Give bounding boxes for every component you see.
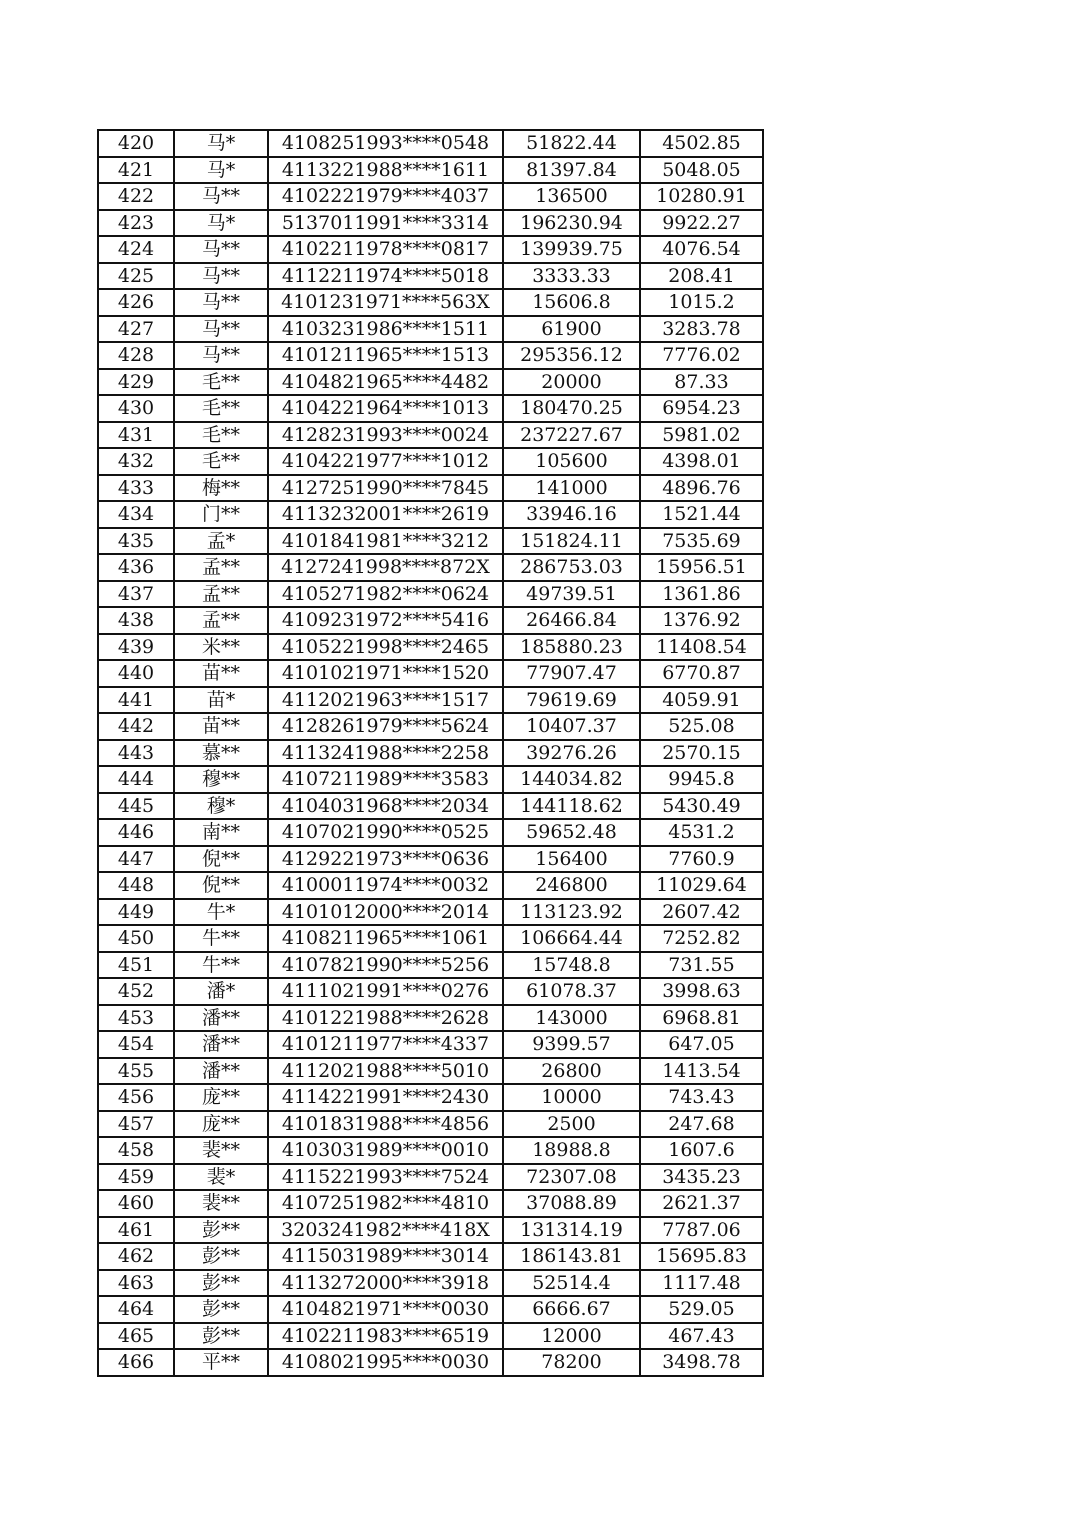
row-number-cell: 442 [98,713,174,740]
table-row [98,660,763,687]
table-row [98,607,763,634]
id-number-cell: 4103031989****0010 [268,1137,503,1164]
name-cell: 南** [174,819,268,846]
value-cell: 1413.54 [640,1058,763,1085]
table-row [98,1296,763,1323]
amount-cell: 295356.12 [503,342,640,369]
id-number-cell: 4101012000****2014 [268,899,503,926]
table-row [98,899,763,926]
id-number-cell: 4127241998****872X [268,554,503,581]
table-row [98,793,763,820]
row-number-cell: 454 [98,1031,174,1058]
value-cell: 6968.81 [640,1005,763,1032]
id-number-cell: 4104821965****4482 [268,369,503,396]
name-cell: 马** [174,316,268,343]
row-number-cell: 424 [98,236,174,263]
row-number-cell: 429 [98,369,174,396]
row-number-cell: 461 [98,1217,174,1244]
table-row [98,1217,763,1244]
amount-cell: 37088.89 [503,1190,640,1217]
amount-cell: 141000 [503,475,640,502]
table-row [98,846,763,873]
value-cell: 2621.37 [640,1190,763,1217]
table-row [98,289,763,316]
name-cell: 庞** [174,1111,268,1138]
table-row [98,263,763,290]
id-number-cell: 4104221977****1012 [268,448,503,475]
table-row [98,1005,763,1032]
value-cell: 11408.54 [640,634,763,661]
table-row [98,210,763,237]
value-cell: 247.68 [640,1111,763,1138]
table-row [98,316,763,343]
amount-cell: 6666.67 [503,1296,640,1323]
value-cell: 7252.82 [640,925,763,952]
table-row [98,581,763,608]
name-cell: 裴* [174,1164,268,1191]
amount-cell: 151824.11 [503,528,640,555]
id-number-cell: 4127251990****7845 [268,475,503,502]
name-cell: 马** [174,183,268,210]
value-cell: 9922.27 [640,210,763,237]
name-cell: 孟** [174,581,268,608]
name-cell: 潘** [174,1058,268,1085]
table-row [98,1031,763,1058]
row-number-cell: 421 [98,157,174,184]
id-number-cell: 3203241982****418X [268,1217,503,1244]
name-cell: 门** [174,501,268,528]
name-cell: 潘** [174,1005,268,1032]
table-row [98,1270,763,1297]
id-number-cell: 4104221964****1013 [268,395,503,422]
row-number-cell: 464 [98,1296,174,1323]
amount-cell: 79619.69 [503,687,640,714]
amount-cell: 10407.37 [503,713,640,740]
table-row [98,183,763,210]
id-number-cell: 4128261979****5624 [268,713,503,740]
value-cell: 7535.69 [640,528,763,555]
name-cell: 马* [174,210,268,237]
name-cell: 孟** [174,607,268,634]
table-row [98,819,763,846]
row-number-cell: 452 [98,978,174,1005]
amount-cell: 78200 [503,1349,640,1376]
amount-cell: 136500 [503,183,640,210]
row-number-cell: 446 [98,819,174,846]
row-number-cell: 459 [98,1164,174,1191]
value-cell: 9945.8 [640,766,763,793]
value-cell: 5981.02 [640,422,763,449]
row-number-cell: 465 [98,1323,174,1350]
row-number-cell: 466 [98,1349,174,1376]
amount-cell: 81397.84 [503,157,640,184]
table-row [98,1084,763,1111]
row-number-cell: 462 [98,1243,174,1270]
row-number-cell: 458 [98,1137,174,1164]
amount-cell: 139939.75 [503,236,640,263]
table-row [98,740,763,767]
name-cell: 马** [174,236,268,263]
name-cell: 苗** [174,713,268,740]
row-number-cell: 428 [98,342,174,369]
row-number-cell: 447 [98,846,174,873]
data-table-container [97,129,764,1377]
amount-cell: 131314.19 [503,1217,640,1244]
name-cell: 彭** [174,1270,268,1297]
name-cell: 裴** [174,1137,268,1164]
value-cell: 1361.86 [640,581,763,608]
value-cell: 6770.87 [640,660,763,687]
row-number-cell: 436 [98,554,174,581]
row-number-cell: 448 [98,872,174,899]
id-number-cell: 4103231986****1511 [268,316,503,343]
table-row [98,130,763,157]
id-number-cell: 4114221991****2430 [268,1084,503,1111]
row-number-cell: 451 [98,952,174,979]
value-cell: 2607.42 [640,899,763,926]
id-number-cell: 4112021963****1517 [268,687,503,714]
row-number-cell: 435 [98,528,174,555]
id-number-cell: 4101211977****4337 [268,1031,503,1058]
name-cell: 米** [174,634,268,661]
id-number-cell: 4129221973****0636 [268,846,503,873]
row-number-cell: 439 [98,634,174,661]
value-cell: 6954.23 [640,395,763,422]
amount-cell: 39276.26 [503,740,640,767]
table-row [98,1058,763,1085]
id-number-cell: 4101021971****1520 [268,660,503,687]
table-row [98,236,763,263]
id-number-cell: 4108211965****1061 [268,925,503,952]
row-number-cell: 427 [98,316,174,343]
name-cell: 平** [174,1349,268,1376]
id-number-cell: 4112021988****5010 [268,1058,503,1085]
name-cell: 毛** [174,369,268,396]
table-row [98,713,763,740]
row-number-cell: 425 [98,263,174,290]
name-cell: 牛** [174,952,268,979]
amount-cell: 3333.33 [503,263,640,290]
id-number-cell: 4108021995****0030 [268,1349,503,1376]
row-number-cell: 441 [98,687,174,714]
table-row [98,395,763,422]
table-row [98,342,763,369]
name-cell: 苗** [174,660,268,687]
table-row [98,528,763,555]
table-row [98,422,763,449]
amount-cell: 186143.81 [503,1243,640,1270]
id-number-cell: 4101211965****1513 [268,342,503,369]
name-cell: 彭** [174,1217,268,1244]
id-number-cell: 4105221998****2465 [268,634,503,661]
row-number-cell: 440 [98,660,174,687]
name-cell: 牛* [174,899,268,926]
value-cell: 743.43 [640,1084,763,1111]
row-number-cell: 431 [98,422,174,449]
id-number-cell: 5137011991****3314 [268,210,503,237]
amount-cell: 72307.08 [503,1164,640,1191]
amount-cell: 246800 [503,872,640,899]
table-row [98,1323,763,1350]
value-cell: 208.41 [640,263,763,290]
name-cell: 倪** [174,872,268,899]
row-number-cell: 443 [98,740,174,767]
amount-cell: 113123.92 [503,899,640,926]
id-number-cell: 4128231993****0024 [268,422,503,449]
id-number-cell: 4107211989****3583 [268,766,503,793]
id-number-cell: 4101831988****4856 [268,1111,503,1138]
amount-cell: 18988.8 [503,1137,640,1164]
name-cell: 毛** [174,395,268,422]
data-table [97,129,764,1377]
table-row [98,369,763,396]
amount-cell: 33946.16 [503,501,640,528]
value-cell: 7760.9 [640,846,763,873]
table-row [98,634,763,661]
name-cell: 毛** [174,448,268,475]
table-row [98,1243,763,1270]
value-cell: 529.05 [640,1296,763,1323]
row-number-cell: 432 [98,448,174,475]
row-number-cell: 433 [98,475,174,502]
name-cell: 牛** [174,925,268,952]
row-number-cell: 445 [98,793,174,820]
amount-cell: 144118.62 [503,793,640,820]
name-cell: 彭** [174,1296,268,1323]
row-number-cell: 426 [98,289,174,316]
name-cell: 彭** [174,1243,268,1270]
id-number-cell: 4115221993****7524 [268,1164,503,1191]
value-cell: 647.05 [640,1031,763,1058]
value-cell: 1607.6 [640,1137,763,1164]
value-cell: 1015.2 [640,289,763,316]
table-row [98,1164,763,1191]
amount-cell: 185880.23 [503,634,640,661]
amount-cell: 196230.94 [503,210,640,237]
name-cell: 梅** [174,475,268,502]
row-number-cell: 450 [98,925,174,952]
amount-cell: 26466.84 [503,607,640,634]
amount-cell: 2500 [503,1111,640,1138]
id-number-cell: 4104821971****0030 [268,1296,503,1323]
amount-cell: 105600 [503,448,640,475]
table-row [98,1349,763,1376]
row-number-cell: 430 [98,395,174,422]
table-row [98,1137,763,1164]
name-cell: 毛** [174,422,268,449]
id-number-cell: 4111021991****0276 [268,978,503,1005]
table-row [98,952,763,979]
value-cell: 15695.83 [640,1243,763,1270]
value-cell: 4531.2 [640,819,763,846]
name-cell: 穆* [174,793,268,820]
name-cell: 马** [174,289,268,316]
name-cell: 庞** [174,1084,268,1111]
id-number-cell: 4101231971****563X [268,289,503,316]
value-cell: 4076.54 [640,236,763,263]
value-cell: 1521.44 [640,501,763,528]
amount-cell: 180470.25 [503,395,640,422]
row-number-cell: 438 [98,607,174,634]
value-cell: 3435.23 [640,1164,763,1191]
name-cell: 裴** [174,1190,268,1217]
amount-cell: 10000 [503,1084,640,1111]
name-cell: 彭** [174,1323,268,1350]
id-number-cell: 4105271982****0624 [268,581,503,608]
id-number-cell: 4108251993****0548 [268,130,503,157]
table-row [98,872,763,899]
value-cell: 5048.05 [640,157,763,184]
value-cell: 4398.01 [640,448,763,475]
amount-cell: 20000 [503,369,640,396]
amount-cell: 144034.82 [503,766,640,793]
id-number-cell: 4107021990****0525 [268,819,503,846]
id-number-cell: 4113272000****3918 [268,1270,503,1297]
amount-cell: 15748.8 [503,952,640,979]
value-cell: 467.43 [640,1323,763,1350]
amount-cell: 106664.44 [503,925,640,952]
value-cell: 10280.91 [640,183,763,210]
table-row [98,766,763,793]
value-cell: 11029.64 [640,872,763,899]
row-number-cell: 422 [98,183,174,210]
value-cell: 525.08 [640,713,763,740]
id-number-cell: 4112211974****5018 [268,263,503,290]
value-cell: 7776.02 [640,342,763,369]
row-number-cell: 460 [98,1190,174,1217]
id-number-cell: 4113241988****2258 [268,740,503,767]
table-body [98,130,763,1376]
amount-cell: 61900 [503,316,640,343]
value-cell: 4502.85 [640,130,763,157]
row-number-cell: 434 [98,501,174,528]
amount-cell: 52514.4 [503,1270,640,1297]
id-number-cell: 4107251982****4810 [268,1190,503,1217]
row-number-cell: 455 [98,1058,174,1085]
id-number-cell: 4115031989****3014 [268,1243,503,1270]
amount-cell: 26800 [503,1058,640,1085]
table-row [98,1111,763,1138]
table-row [98,1190,763,1217]
table-row [98,978,763,1005]
table-row [98,448,763,475]
amount-cell: 286753.03 [503,554,640,581]
table-row [98,501,763,528]
value-cell: 5430.49 [640,793,763,820]
name-cell: 马** [174,263,268,290]
value-cell: 1376.92 [640,607,763,634]
amount-cell: 12000 [503,1323,640,1350]
amount-cell: 59652.48 [503,819,640,846]
value-cell: 7787.06 [640,1217,763,1244]
amount-cell: 156400 [503,846,640,873]
name-cell: 马* [174,157,268,184]
row-number-cell: 437 [98,581,174,608]
table-row [98,157,763,184]
amount-cell: 49739.51 [503,581,640,608]
amount-cell: 15606.8 [503,289,640,316]
value-cell: 87.33 [640,369,763,396]
id-number-cell: 4100011974****0032 [268,872,503,899]
row-number-cell: 444 [98,766,174,793]
value-cell: 3998.63 [640,978,763,1005]
id-number-cell: 4101221988****2628 [268,1005,503,1032]
name-cell: 潘** [174,1031,268,1058]
id-number-cell: 4107821990****5256 [268,952,503,979]
value-cell: 731.55 [640,952,763,979]
name-cell: 马** [174,342,268,369]
id-number-cell: 4113221988****1611 [268,157,503,184]
table-row [98,687,763,714]
name-cell: 倪** [174,846,268,873]
id-number-cell: 4113232001****2619 [268,501,503,528]
row-number-cell: 449 [98,899,174,926]
amount-cell: 237227.67 [503,422,640,449]
table-row [98,925,763,952]
amount-cell: 77907.47 [503,660,640,687]
name-cell: 苗* [174,687,268,714]
value-cell: 3283.78 [640,316,763,343]
value-cell: 4059.91 [640,687,763,714]
row-number-cell: 457 [98,1111,174,1138]
value-cell: 2570.15 [640,740,763,767]
table-row [98,475,763,502]
value-cell: 15956.51 [640,554,763,581]
value-cell: 4896.76 [640,475,763,502]
name-cell: 孟* [174,528,268,555]
value-cell: 3498.78 [640,1349,763,1376]
amount-cell: 143000 [503,1005,640,1032]
amount-cell: 9399.57 [503,1031,640,1058]
table-row [98,554,763,581]
id-number-cell: 4104031968****2034 [268,793,503,820]
id-number-cell: 4102211983****6519 [268,1323,503,1350]
name-cell: 潘* [174,978,268,1005]
id-number-cell: 4109231972****5416 [268,607,503,634]
name-cell: 慕** [174,740,268,767]
name-cell: 孟** [174,554,268,581]
row-number-cell: 456 [98,1084,174,1111]
id-number-cell: 4102221979****4037 [268,183,503,210]
row-number-cell: 463 [98,1270,174,1297]
name-cell: 穆** [174,766,268,793]
row-number-cell: 453 [98,1005,174,1032]
row-number-cell: 420 [98,130,174,157]
id-number-cell: 4101841981****3212 [268,528,503,555]
value-cell: 1117.48 [640,1270,763,1297]
name-cell: 马* [174,130,268,157]
row-number-cell: 423 [98,210,174,237]
id-number-cell: 4102211978****0817 [268,236,503,263]
amount-cell: 61078.37 [503,978,640,1005]
amount-cell: 51822.44 [503,130,640,157]
